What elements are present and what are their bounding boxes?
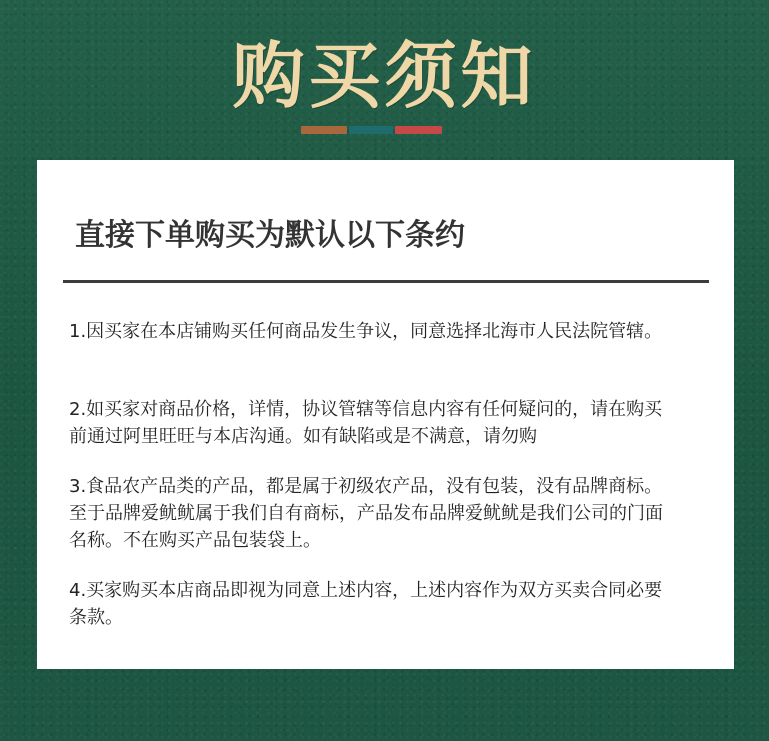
title-accent-bar-teal: [349, 126, 393, 134]
notice-term-3: 3.食品农产品类的产品，都是属于初级农产品，没有包装，没有品牌商标。至于品牌爱鱿鱿属于我们自有商标，产品发布品牌爱鱿鱿是我们公司的门面名称。不在购买产品包装袋上。: [69, 476, 663, 551]
title-accent-bar-red: [395, 126, 442, 134]
notice-term-2: 2.如买家对商品价格，详情，协议管辖等信息内容有任何疑问的，请在购买前通过阿里旺旺与本店沟通。如有缺陷或是不满意，请勿购: [69, 399, 663, 447]
title-accent-bar-brown: [301, 126, 347, 134]
heading-divider: [63, 280, 709, 283]
notice-heading: 直接下单购买为默认以下条约: [75, 218, 465, 253]
notice-card: [37, 160, 734, 669]
notice-term-1: 1.因买家在本店铺购买任何商品发生争议，同意选择北海市人民法院管辖。: [69, 321, 663, 342]
page-title: 购买须知: [232, 33, 537, 118]
notice-term-4: 4.买家购买本店商品即视为同意上述内容，上述内容作为双方买卖合同必要条款。: [69, 580, 663, 628]
